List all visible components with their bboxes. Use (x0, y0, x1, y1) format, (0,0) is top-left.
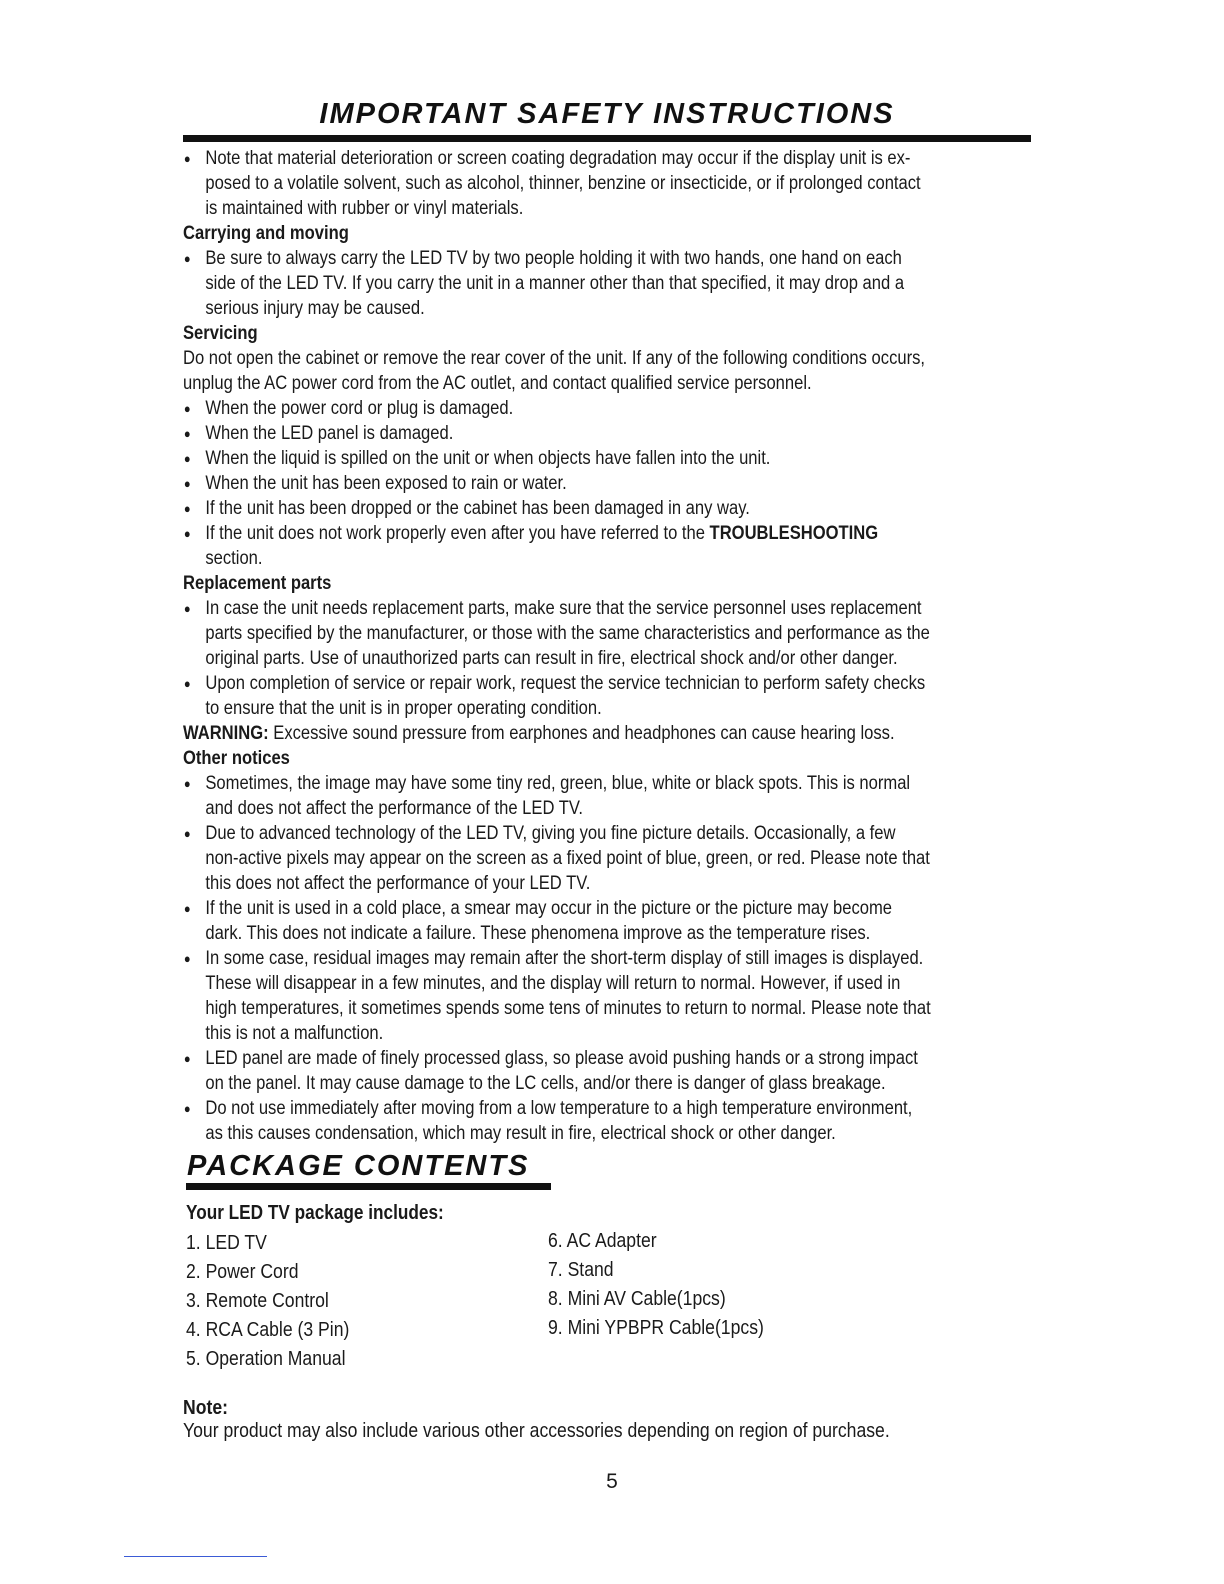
package-subtitle: Your LED TV package includes: (186, 1202, 444, 1224)
package-item: 1. LED TV (186, 1232, 267, 1254)
other-notice-bullet: ● LED panel are made of finely processed glass, so please avoid pushing hands or a strong impact on the panel. It may cause damage to the LC cells, and/or there is danger of glass breakage. (183, 1046, 931, 1096)
troubleshooting-post: section. (205, 548, 263, 569)
other-notices-heading: Other notices (183, 748, 290, 769)
package-item: 3. Remote Control (186, 1290, 329, 1312)
servicing-bullet: ● When the unit has been exposed to rain or water. (183, 471, 931, 496)
page-number: 5 (606, 1470, 618, 1493)
other-notice-bullet: ● Sometimes, the image may have some tiny red, green, blue, white or black spots. This is normal and does not affect the performance of the LED TV. (183, 771, 931, 821)
servicing-bullet: ● When the LED panel is damaged. (183, 421, 931, 446)
package-item: 5. Operation Manual (186, 1348, 346, 1370)
replacement-bullet: ● Upon completion of service or repair work, request the service technician to perform safety checks to ensure that the unit is in proper operating condition. (183, 671, 931, 721)
other-notice-bullet: ● Do not use immediately after moving from a low temperature to a high temperature environment, as this causes condensation, which may result in fire, electrical shock or other danger. (183, 1096, 931, 1146)
troubleshooting-ref: TROUBLESHOOTING (709, 523, 879, 544)
carrying-heading: Carrying and moving (183, 223, 349, 244)
package-item: 7. Stand (548, 1259, 614, 1281)
note-text: Your product may also include various other accessories depending on region of purchase. (183, 1420, 890, 1442)
servicing-bullet: ● If the unit has been dropped or the cabinet has been damaged in any way. (183, 496, 931, 521)
servicing-bullet: ● When the power cord or plug is damaged. (183, 396, 931, 421)
package-list-right (548, 1227, 793, 1343)
package-underline (186, 1183, 551, 1190)
troubleshooting-pre: If the unit does not work properly even after you have referred to the (205, 523, 710, 544)
carrying-bullet: ● Be sure to always carry the LED TV by two people holding it with two hands, one hand on each side of the LED TV. If you carry the unit in a manner other than that specified, it may drop and a serious injury may be caused. (183, 246, 931, 321)
intro-bullet: ● Note that material deterioration or screen coating degradation may occur if the display unit is ex-posed to a volatile solvent, such as alcohol, thinner, benzine or insecticide, or if prolonged contact is maintained with rubber or vinyl materials. (183, 146, 931, 221)
title-underline (183, 135, 1031, 142)
servicing-bullet-troubleshooting (183, 521, 931, 571)
replacement-bullet: ● In case the unit needs replacement parts, make sure that the service personnel uses replacement parts specified by the manufacturer, or those with the same characteristics and performance as the original parts. Use of unauthorized parts can result in fire, electrical shock and/or other danger. (183, 596, 931, 671)
package-item: 2. Power Cord (186, 1261, 299, 1283)
safety-content (183, 146, 931, 1146)
servicing-intro: Do not open the cabinet or remove the rear cover of the unit. If any of the following conditions occurs, unplug the AC power cord from the AC outlet, and contact qualified service personnel. (183, 348, 926, 394)
package-title: PACKAGE CONTENTS (187, 1150, 530, 1182)
other-notice-bullet: ● Due to advanced technology of the LED TV, giving you fine picture details. Occasionally, a few non-active pixels may appear on the screen as a fixed point of blue, green, or red. Please note that this does not affect the performance of your LED TV. (183, 821, 931, 896)
package-item: 4. RCA Cable (3 Pin) (186, 1319, 350, 1341)
replacement-heading: Replacement parts (183, 573, 332, 594)
servicing-heading: Servicing (183, 323, 258, 344)
warning-label: WARNING: (183, 723, 269, 744)
package-item: 6. AC Adapter (548, 1230, 657, 1252)
other-notice-bullet: ● If the unit is used in a cold place, a smear may occur in the picture or the picture may become dark. This does not indicate a failure. These phenomena improve as the temperature rises. (183, 896, 931, 946)
other-notice-bullet: ● In some case, residual images may remain after the short-term display of still images is displayed. These will disappear in a few minutes, and the display will return to normal. However, if used in high temperatures, it sometimes spends some tens of minutes to return to normal. Please note that this is not a malfunction. (183, 946, 931, 1046)
warning-notice (183, 721, 931, 746)
corner-line (124, 1556, 267, 1557)
package-item: 8. Mini AV Cable(1pcs) (548, 1288, 726, 1310)
warning-text: Excessive sound pressure from earphones and headphones can cause hearing loss. (268, 723, 895, 744)
note-label: Note: (183, 1397, 228, 1419)
page-title: IMPORTANT SAFETY INSTRUCTIONS (319, 98, 895, 130)
servicing-bullet: ● When the liquid is spilled on the unit or when objects have fallen into the unit. (183, 446, 931, 471)
package-item: 9. Mini YPBPR Cable(1pcs) (548, 1317, 764, 1339)
package-list-left (186, 1229, 372, 1374)
